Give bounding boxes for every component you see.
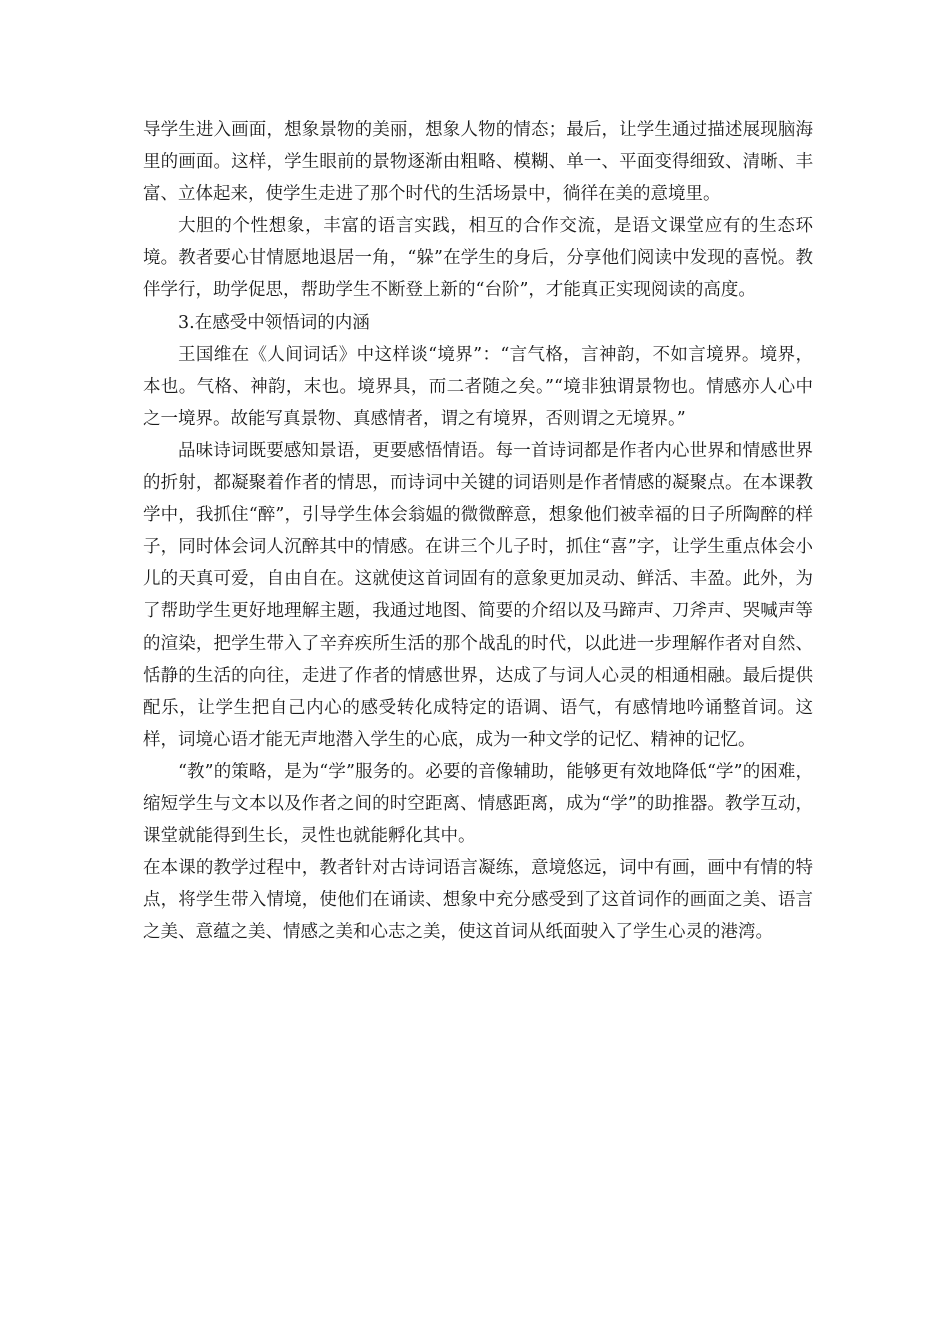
paragraph-teaching-strategy: “教”的策略，是为“学”服务的。必要的音像辅助，能够更有效地降低“学”的困难，缩短学生与文本以及作者之间的时空距离、情感距离，成为“学”的助推器。教学互动，课堂就能得到生长，灵性也就能孵化其中。	[143, 761, 813, 847]
section-heading: 3.在感受中领悟词的内涵	[178, 312, 370, 333]
paragraph-continuation: 导学生进入画面，想象景物的美丽，想象人物的情态；最后，让学生通过描述展现脑海里的画面。这样，学生眼前的景物逐渐由粗略、模糊、单一、平面变得细致、清晰、丰富、立体起来，使学生走进了那个时代的生活场景中，徜徉在美的意境里。	[143, 120, 813, 205]
paragraph-conclusion: 在本课的教学过程中，教者针对古诗词语言凝练，意境悠远，词中有画，画中有情的特点，将学生带入情境，使他们在诵读、想象中充分感受到了这首词作的画面之美、语言之美、意蕴之美、情感之美和心志之美，使这首词从纸面驶入了学生心灵的港湾。	[143, 858, 813, 943]
document-body	[143, 114, 813, 948]
paragraph-wang-guowei-quote: 王国维在《人间词话》中这样谈“境界”：“言气格，言神韵，不如言境界。境界，本也。气格、神韵，末也。境界具，而二者随之矣。”“境非独谓景物也。情感亦人心中之一境界。故能写真景物、真感情者，谓之有境界，否则谓之无境界。”	[143, 344, 813, 429]
paragraph-savoring-poetry: 品味诗词既要感知景语，更要感悟情语。每一首诗词都是作者内心世界和情感世界的折射，都凝聚着作者的情思，而诗词中关键的词语则是作者情感的凝聚点。在本课教学中，我抓住“醉”，引导学生体会翁媪的微微醉意，想象他们被幸福的日子所陶醉的样子，同时体会词人沉醉其中的情感。在讲三个儿子时，抓住“喜”字，让学生重点体会小儿的天真可爱，自由自在。这就使这首词固有的意象更加灵动、鲜活、丰盈。此外，为了帮助学生更好地理解主题，我通过地图、简要的介绍以及马蹄声、刀斧声、哭喊声等的渲染，把学生带入了辛弃疾所生活的那个战乱的时代，以此进一步理解作者对自然、恬静的生活的向往，走进了作者的情感世界，达成了与词人心灵的相通相融。最后提供配乐，让学生把自己内心的感受转化成特定的语调、语气，有感情地吟诵整首词。这样，词境心语才能无声地潜入学生的心底，成为一种文学的记忆、精神的记忆。	[143, 440, 813, 750]
paragraph-classroom-ecology: 大胆的个性想象，丰富的语言实践，相互的合作交流，是语文课堂应有的生态环境。教者要心甘情愿地退居一角，“躲”在学生的身后，分享他们阅读中发现的喜悦。教伴学行，助学促思，帮助学生不断登上新的“台阶”，才能真正实现阅读的高度。	[143, 216, 813, 301]
